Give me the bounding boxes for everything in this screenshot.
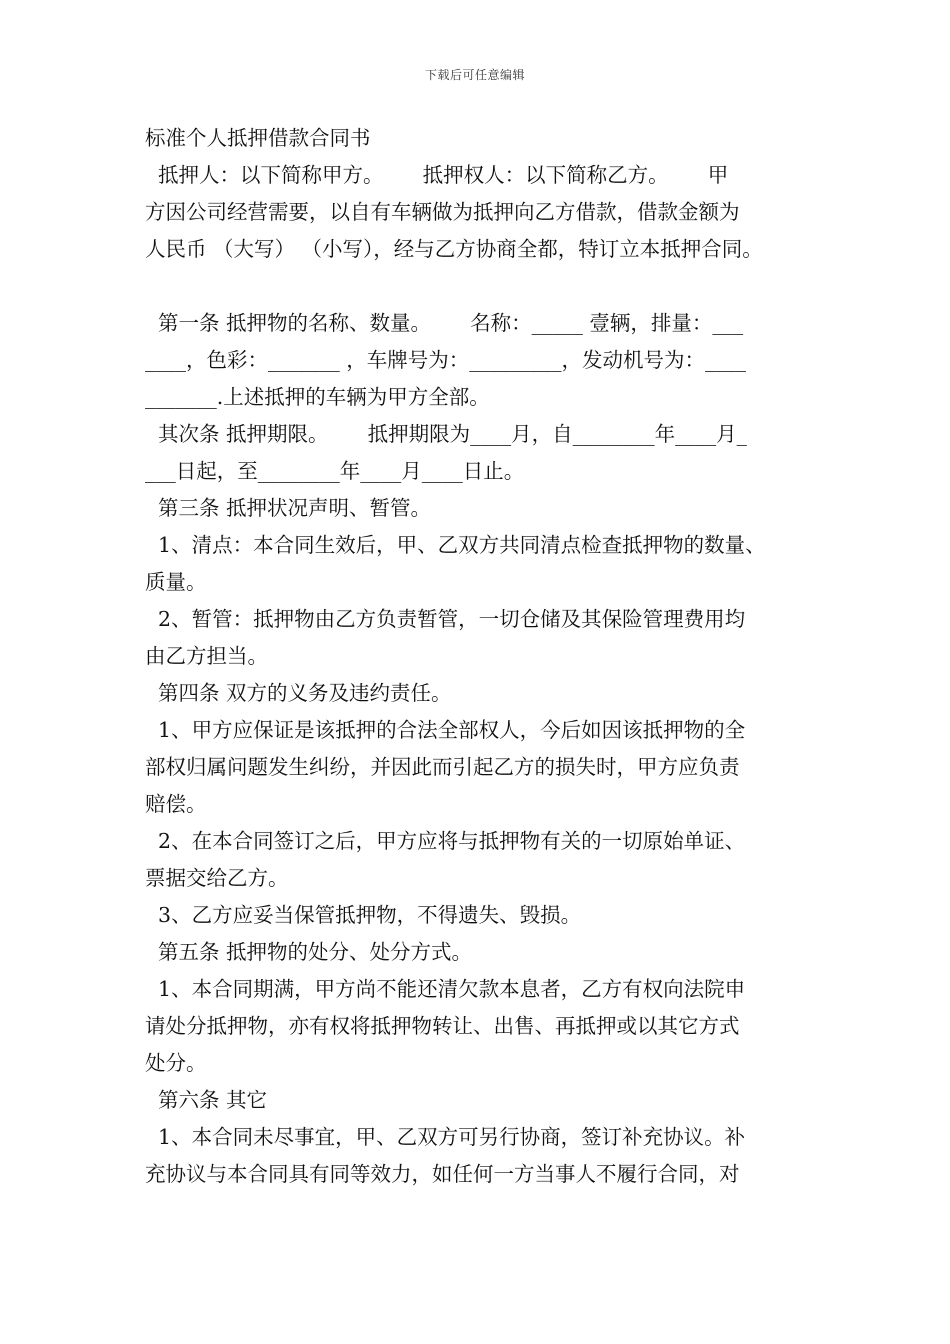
text-line: _______.上述抵押的车辆为甲方全部。 xyxy=(145,385,490,409)
text-line: 由乙方担当。 xyxy=(145,644,268,668)
page-header-note: 下载后可任意编辑 xyxy=(424,68,525,82)
text-line: 请处分抵押物，亦有权将抵押物转让、出售、再抵押或以其它方式 xyxy=(145,1014,740,1038)
document-title: 标准个人抵押借款合同书 xyxy=(145,126,371,150)
text-line: 第五条 抵押物的处分、处分方式。 xyxy=(145,940,473,964)
text-line: 1、清点：本合同生效后，甲、乙双方共同清点检查抵押物的数量、 xyxy=(145,533,766,557)
text-line: 1、甲方应保证是该抵押的合法全部权人，今后如因该抵押物的全 xyxy=(145,718,746,742)
text-line: 方因公司经营需要，以自有车辆做为抵押向乙方借款，借款金额为 xyxy=(145,200,740,224)
document-body xyxy=(145,120,807,1193)
text-line: ____，色彩：_______ ，车牌号为：_________，发动机号为：____ xyxy=(145,348,747,372)
text-line: 赔偿。 xyxy=(145,792,207,816)
text-line: 其次条 抵押期限。 抵押期限为____月，自________年____月_ xyxy=(145,422,747,446)
text-line: 1、本合同期满，甲方尚不能还清欠款本息者，乙方有权向法院申 xyxy=(145,977,746,1001)
text-line: 2、暂管：抵押物由乙方负责暂管，一切仓储及其保险管理费用均 xyxy=(145,607,746,631)
text-line: 质量。 xyxy=(145,570,207,594)
text-line: 充协议与本合同具有同等效力，如任何一方当事人不履行合同，对 xyxy=(145,1162,740,1186)
text-line: 第一条 抵押物的名称、数量。 名称：_____ 壹辆，排量：___ xyxy=(145,311,744,335)
text-line: 人民币 （大写） （小写），经与乙方协商全都，特订立本抵押合同。 xyxy=(145,237,763,261)
text-line: 3、乙方应妥当保管抵押物，不得遗失、毁损。 xyxy=(145,903,582,927)
text-line: 1、本合同未尽事宜，甲、乙双方可另行协商，签订补充协议。补 xyxy=(145,1125,746,1149)
text-line: 第三条 抵押状况声明、暂管。 xyxy=(145,496,432,520)
text-line: 2、在本合同签订之后，甲方应将与抵押物有关的一切原始单证、 xyxy=(145,829,746,853)
text-line: 票据交给乙方。 xyxy=(145,866,289,890)
blank-line xyxy=(145,268,807,305)
text-line: ___日起，至________年____月____日止。 xyxy=(145,459,525,483)
text-line: 部权归属问题发生纠纷，并因此而引起乙方的损失时，甲方应负责 xyxy=(145,755,740,779)
text-line: 抵押人：以下简称甲方。 抵押权人：以下简称乙方。 甲 xyxy=(145,163,729,187)
text-line: 第四条 双方的义务及违约责任。 xyxy=(145,681,452,705)
text-line: 第六条 其它 xyxy=(145,1088,268,1112)
text-line: 处分。 xyxy=(145,1051,207,1075)
